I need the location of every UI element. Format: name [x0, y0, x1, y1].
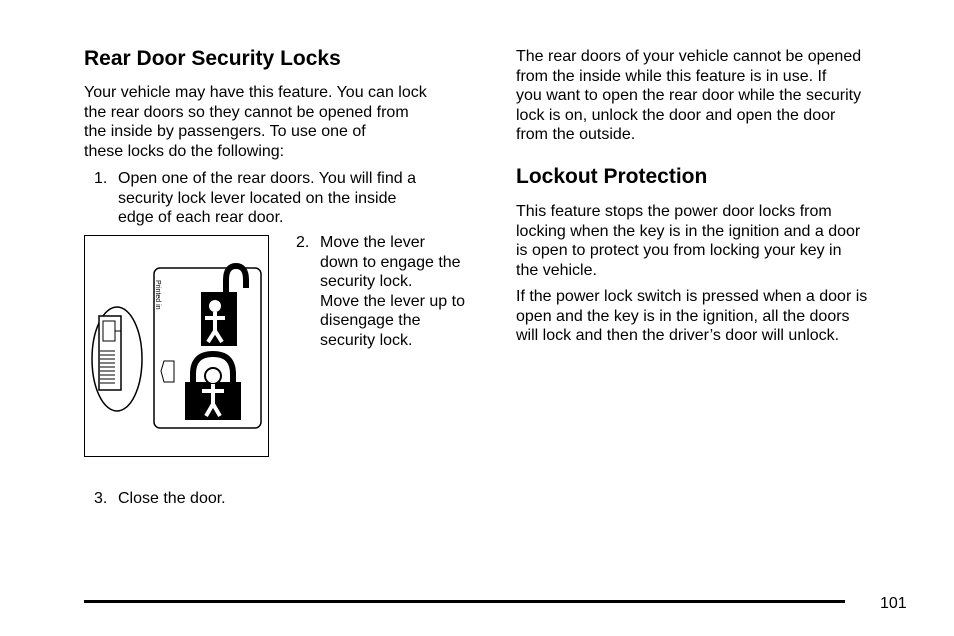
step-2	[296, 233, 486, 349]
lock-lever-diagram	[85, 236, 268, 456]
lockout-paragraph-2: If the power lock switch is pressed when a door is open and the key is in the ignition, all the doors will lock and then the driver’s door will unlock.	[516, 288, 868, 344]
section-heading-rear-door-security-locks: Rear Door Security Locks	[84, 47, 341, 70]
step-3-number: 3.	[94, 490, 108, 507]
step-2-number: 2.	[296, 234, 310, 251]
step-1-number: 1.	[94, 170, 108, 187]
section-heading-lockout-protection: Lockout Protection	[516, 165, 708, 188]
printed-in-label: Printed in	[154, 280, 161, 310]
intro-paragraph: Your vehicle may have this feature. You can lock the rear doors so they cannot be opened from the inside by passengers. To use one of these locks do the following:	[84, 84, 427, 160]
step-2-text: Move the lever down to engage the security lock. Move the lever up to disengage the security lock.	[320, 234, 465, 349]
step-1	[94, 169, 484, 228]
security-lock-illustration	[84, 235, 269, 457]
lockout-paragraph-1: This feature stops the power door locks from locking when the key is in the ignition and a door is open to protect you from locking your key in the vehicle.	[516, 203, 861, 279]
step-1-text: Open one of the rear doors. You will find a security lock lever located on the inside edge of each rear door.	[118, 170, 416, 226]
footer-rule	[84, 600, 845, 603]
step-3	[94, 489, 484, 548]
page-number: 101	[880, 595, 907, 612]
step-3-text: Close the door.	[118, 490, 226, 507]
continued-paragraph: The rear doors of your vehicle cannot be opened from the inside while this feature is in use. If you want to open the rear door while the security lock is on, unlock the door and open the door from the outside.	[516, 48, 862, 143]
